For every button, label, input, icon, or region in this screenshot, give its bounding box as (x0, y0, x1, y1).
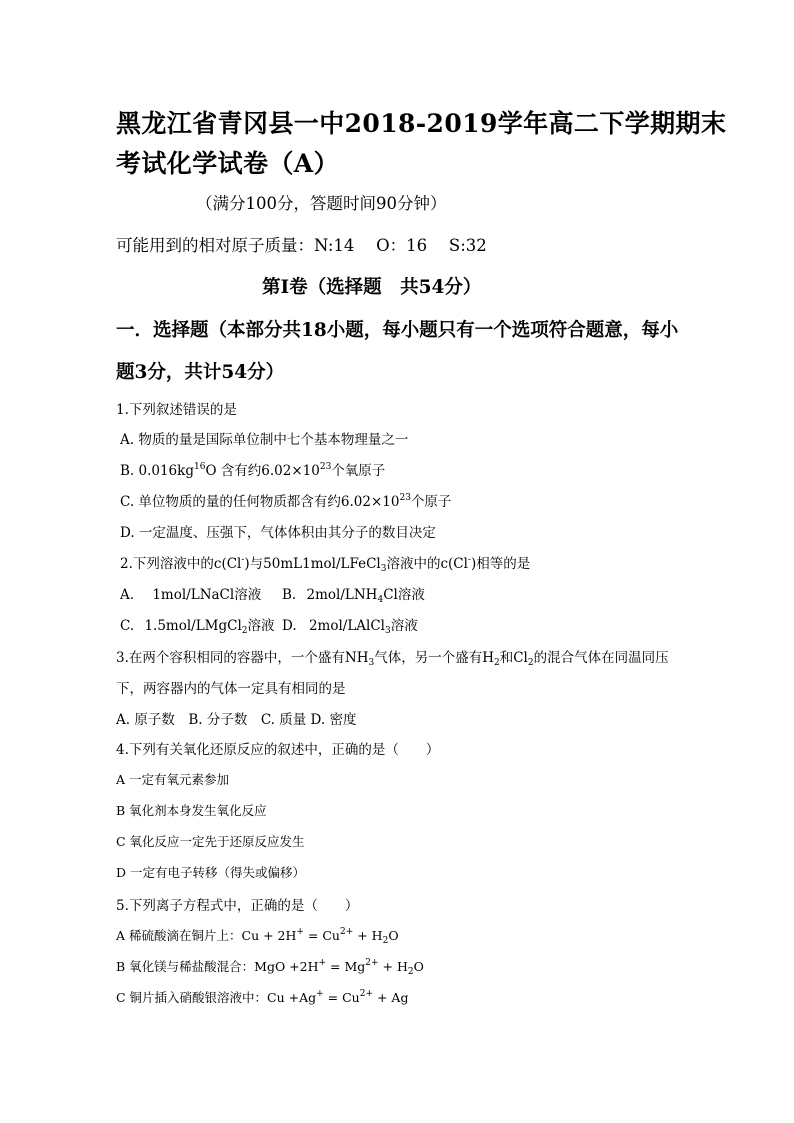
q2-stem-p3: 溶液中的c(Cl (386, 556, 468, 572)
q5-option-b-sub: 2 (407, 967, 414, 977)
q4-stem: 4.下列有关氧化还原反应的叙述中，正确的是（ ） (116, 742, 440, 758)
q2-option-c (120, 614, 275, 636)
q2-option-c-sub: 2 (241, 626, 248, 636)
q4-option-c: C 氧化反应一定先于还原反应发生 (116, 834, 305, 849)
q5-option-a-sup1: + (296, 927, 304, 937)
q5-option-a-p4: O (388, 928, 399, 943)
q5-option-b-p4: O (413, 959, 424, 974)
q2-stem-sup1: - (241, 555, 245, 565)
q5-option-c-p2: = Cu (323, 990, 360, 1005)
q2-option-c-label: C. (120, 618, 135, 634)
q5-option-a (116, 926, 399, 946)
part1-title: 第Ⅰ卷（选择题 共54分） (262, 277, 482, 298)
q2-stem-p2: )与50mL1mol/LFeCl (244, 556, 381, 572)
q4-option-b: B 氧化剂本身发生氧化反应 (116, 803, 267, 818)
q5-option-b-sup2: 2+ (365, 958, 379, 968)
atomic-masses: 可能用到的相对原子质量：N:14 O：16 S:32 (116, 236, 487, 255)
q1-option-c-suffix: 个原子 (410, 494, 452, 510)
q2-stem-sup2: - (467, 555, 471, 565)
q5-option-b-p2: = Mg (326, 959, 366, 974)
q2-option-b-formula (307, 587, 425, 603)
q1-option-c-prefix: C. 单位物质的量的任何物质都含有约6.02×10 (120, 494, 400, 510)
q3-stem-sub3: 2 (527, 658, 534, 668)
q5-option-c-p3: + Ag (373, 990, 409, 1005)
q2-option-d-sub: 3 (385, 626, 391, 636)
q1-option-b-mid: O 含有约6.02×10 (205, 463, 320, 479)
q2-option-b-p2: Cl溶液 (383, 587, 425, 603)
q3-stem-p1: 3.在两个容积相同的容器中，一个盛有NH (116, 650, 369, 666)
q5-option-a-sub: 2 (382, 936, 389, 946)
q1-option-b-prefix: B. 0.016kg (120, 463, 194, 479)
q2-option-d-p1: 2mol/LAlCl (308, 618, 386, 634)
q1-option-a: A. 物质的量是国际单位制中七个基本物理量之一 (120, 432, 409, 448)
q5-option-c-p1: C 铜片插入硝酸银溶液中：Cu +Ag (116, 990, 317, 1005)
q3-stem-p2: 气体，另一个盛有H (374, 650, 494, 666)
q3-stem-p4: 的混合气体在同温同压 (533, 650, 669, 666)
q5-option-c (116, 988, 408, 1006)
q2-option-d-p2: 溶液 (390, 618, 418, 634)
q5-option-c-sup2: 2+ (359, 989, 374, 999)
q3-stem-sub2: 2 (493, 658, 500, 668)
q2-option-c-formula (144, 618, 274, 634)
q2-option-a-text: 1mol/LNaCl溶液 (152, 587, 262, 603)
q5-option-b-p1: B 氧化镁与稀盐酸混合：MgO +2H (116, 959, 319, 974)
q2-option-b-sub: 4 (377, 595, 384, 605)
q5-option-c-sup1: + (316, 989, 324, 999)
q1-option-c (120, 490, 451, 510)
q3-stem-p3: 和Cl (499, 650, 528, 666)
q5-option-b (116, 957, 424, 977)
exam-title-line1: 黑龙江省青冈县一中2018-2019学年高二下学期期末 (116, 109, 727, 138)
q5-option-a-sup2: 2+ (339, 927, 354, 937)
q2-stem (120, 552, 530, 574)
q1-option-d: D. 一定温度、压强下，气体体积由其分子的数目决定 (120, 525, 436, 541)
q2-option-d (282, 614, 418, 636)
q5-option-a-p3: + H (353, 928, 383, 943)
q5-option-b-sup1: + (318, 958, 327, 968)
q3-stem (116, 646, 669, 668)
q2-option-d-label: D. (282, 618, 297, 634)
q3-options: A. 原子数 B. 分子数 C. 质量 D. 密度 (116, 712, 357, 728)
part1-instructions-line2: 题3分，共计54分） (116, 362, 285, 383)
q5-stem: 5.下列离子方程式中，正确的是（ ） (116, 898, 359, 914)
q2-option-b (282, 583, 425, 605)
q1-option-b-suffix: 个氧原子 (331, 463, 386, 479)
q1-option-b (120, 459, 385, 479)
q5-option-a-p1: A 稀硫酸滴在铜片上：Cu + 2H (116, 928, 297, 943)
part1-instructions-line1: 一．选择题（本部分共18小题，每小题只有一个选项符合题意，每小 (116, 320, 679, 341)
exam-title-line2: 考试化学试卷（A） (116, 149, 339, 178)
q4-option-a: A 一定有氧元素参加 (116, 772, 230, 787)
q3-stem-sub1: 3 (368, 658, 375, 668)
exam-info: （满分100分，答题时间90分钟） (196, 194, 447, 213)
q2-option-c-p2: 溶液 (247, 618, 275, 634)
q2-option-a (120, 583, 261, 603)
q2-stem-p1: 2.下列溶液中的c(Cl (120, 556, 242, 572)
q2-option-c-p1: 1.5mol/LMgCl (144, 618, 242, 634)
q2-stem-sub1: 3 (380, 564, 387, 574)
q2-option-b-label: B. (282, 587, 297, 603)
q2-option-a-label: A. (120, 587, 135, 603)
q4-option-d: D 一定有电子转移（得失或偏移） (116, 865, 305, 880)
q2-option-b-p1: 2mol/LNH (306, 587, 378, 603)
q2-stem-p4: )相等的是 (471, 556, 531, 572)
q1-option-b-sup2: 23 (319, 462, 332, 472)
q1-option-c-sup: 23 (399, 493, 411, 503)
q5-option-b-p3: + H (378, 959, 408, 974)
q1-stem: 1.下列叙述错误的是 (116, 402, 237, 418)
q3-stem-line2: 下，两容器内的气体一定具有相同的是 (116, 681, 346, 697)
q5-option-a-p2: = Cu (303, 928, 340, 943)
q2-option-d-formula (309, 618, 418, 634)
q1-option-b-sup1: 16 (193, 462, 206, 472)
